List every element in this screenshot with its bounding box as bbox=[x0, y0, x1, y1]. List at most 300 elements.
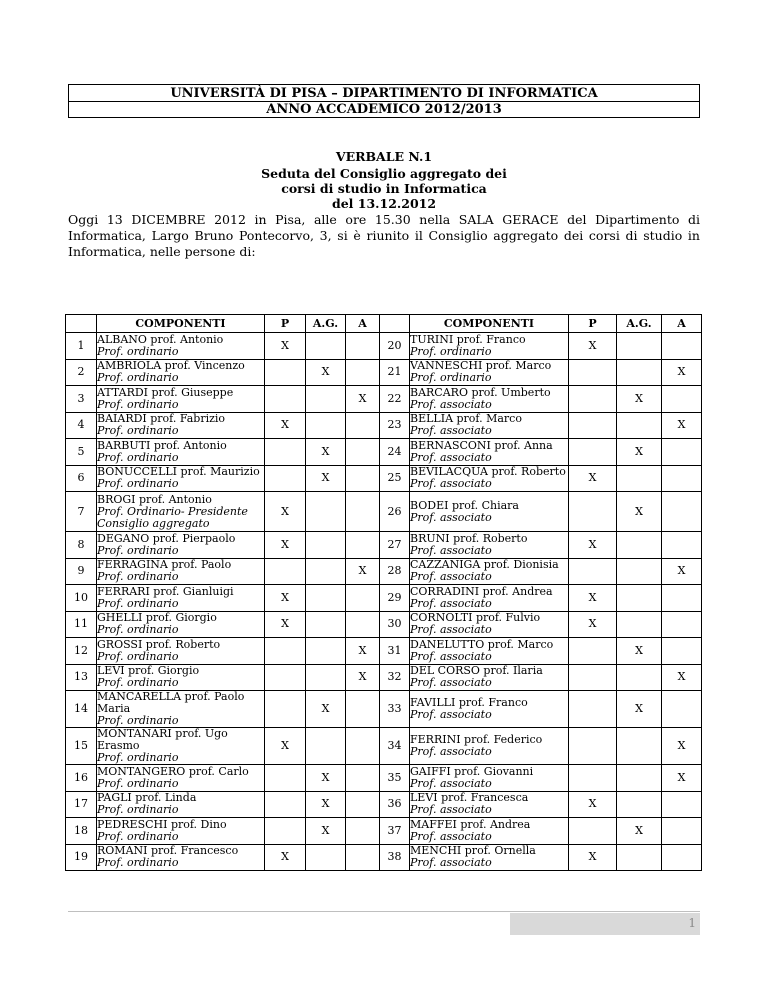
member-cell bbox=[410, 818, 569, 845]
presence-ag-cell: X bbox=[306, 465, 346, 492]
presence-a-cell bbox=[662, 791, 702, 818]
member-cell bbox=[97, 492, 265, 532]
member-name: BROGI prof. Antonio bbox=[97, 492, 212, 506]
presence-p-cell bbox=[569, 664, 617, 691]
member-name: VANNESCHI prof. Marco bbox=[410, 359, 552, 373]
presence-a-cell: X bbox=[662, 558, 702, 585]
presence-p-cell: X bbox=[569, 791, 617, 818]
member-cell bbox=[410, 465, 569, 492]
row-number: 11 bbox=[66, 611, 97, 638]
member-name: BAIARDI prof. Fabrizio bbox=[97, 412, 226, 426]
row-number: 19 bbox=[66, 844, 97, 871]
member-cell bbox=[97, 439, 265, 466]
member-role: Prof. ordinario bbox=[97, 424, 179, 438]
member-cell bbox=[410, 691, 569, 728]
member-name: MONTANGERO prof. Carlo bbox=[97, 764, 249, 778]
member-cell bbox=[97, 359, 265, 386]
header-ag: A.G. bbox=[617, 315, 662, 333]
member-role: Prof. Ordinario- Presidente Consiglio aggregato bbox=[97, 504, 248, 530]
member-cell bbox=[97, 465, 265, 492]
table-row bbox=[66, 386, 702, 413]
table-row bbox=[66, 333, 702, 360]
table-row bbox=[66, 818, 702, 845]
member-cell bbox=[410, 439, 569, 466]
row-number: 23 bbox=[380, 412, 410, 439]
presence-ag-cell: X bbox=[617, 492, 662, 532]
seduta-line: Seduta del Consiglio aggregato dei bbox=[261, 166, 507, 181]
row-number: 22 bbox=[380, 386, 410, 413]
presence-p-cell bbox=[265, 691, 306, 728]
row-number: 4 bbox=[66, 412, 97, 439]
row-number: 13 bbox=[66, 664, 97, 691]
member-role: Prof. associato bbox=[410, 570, 492, 584]
presence-a-cell bbox=[662, 691, 702, 728]
presence-ag-cell bbox=[306, 333, 346, 360]
presence-ag-cell: X bbox=[306, 439, 346, 466]
row-number: 33 bbox=[380, 691, 410, 728]
presence-p-cell bbox=[569, 818, 617, 845]
row-number: 16 bbox=[66, 765, 97, 792]
table-row bbox=[66, 412, 702, 439]
member-cell bbox=[97, 412, 265, 439]
presence-ag-cell bbox=[617, 412, 662, 439]
presence-a-cell: X bbox=[662, 728, 702, 765]
presence-p-cell: X bbox=[569, 465, 617, 492]
header-p: P bbox=[569, 315, 617, 333]
presence-a-cell bbox=[346, 585, 380, 612]
presence-a-cell bbox=[346, 791, 380, 818]
presence-a-cell bbox=[346, 333, 380, 360]
member-role: Prof. ordinario bbox=[97, 649, 179, 663]
presence-a-cell bbox=[662, 492, 702, 532]
presence-p-cell bbox=[569, 558, 617, 585]
verbale-title: VERBALE N.1 bbox=[335, 149, 433, 164]
presence-a-cell: X bbox=[662, 765, 702, 792]
presence-a-cell bbox=[662, 439, 702, 466]
row-number: 20 bbox=[380, 333, 410, 360]
presence-ag-cell: X bbox=[617, 818, 662, 845]
member-role: Prof. ordinario bbox=[97, 856, 179, 870]
row-number: 38 bbox=[380, 844, 410, 871]
presence-a-cell bbox=[662, 611, 702, 638]
member-cell bbox=[410, 728, 569, 765]
presence-p-cell: X bbox=[265, 532, 306, 559]
table-row bbox=[66, 664, 702, 691]
member-role: Prof. ordinario bbox=[97, 450, 179, 464]
presence-ag-cell bbox=[617, 359, 662, 386]
presence-p-cell bbox=[569, 412, 617, 439]
presence-a-cell bbox=[662, 638, 702, 665]
row-number: 27 bbox=[380, 532, 410, 559]
row-number: 25 bbox=[380, 465, 410, 492]
presence-ag-cell: X bbox=[306, 691, 346, 728]
presence-a-cell: X bbox=[346, 664, 380, 691]
member-role: Prof. ordinario bbox=[410, 344, 492, 358]
member-role: Prof. associato bbox=[410, 510, 492, 524]
member-role: Prof. associato bbox=[410, 477, 492, 491]
row-number: 2 bbox=[66, 359, 97, 386]
member-name: LEVI prof. Giorgio bbox=[97, 664, 200, 678]
presence-p-cell bbox=[569, 359, 617, 386]
member-role: Prof. associato bbox=[410, 450, 492, 464]
member-cell bbox=[97, 818, 265, 845]
presence-ag-cell bbox=[617, 532, 662, 559]
presence-ag-cell bbox=[617, 765, 662, 792]
presence-ag-cell bbox=[617, 844, 662, 871]
member-name: CORNOLTI prof. Fulvio bbox=[410, 611, 541, 625]
member-name: FERRAGINA prof. Paolo bbox=[97, 558, 232, 572]
presence-ag-cell bbox=[617, 585, 662, 612]
presence-p-cell bbox=[569, 386, 617, 413]
table-row bbox=[66, 439, 702, 466]
member-cell bbox=[97, 691, 265, 728]
row-number: 15 bbox=[66, 728, 97, 765]
member-role: Prof. ordinario bbox=[97, 829, 179, 843]
member-name: PAGLI prof. Linda bbox=[97, 791, 197, 805]
presence-p-cell: X bbox=[265, 585, 306, 612]
presence-a-cell bbox=[346, 439, 380, 466]
presence-ag-cell: X bbox=[306, 765, 346, 792]
member-role: Prof. associato bbox=[410, 397, 492, 411]
presence-p-cell bbox=[265, 558, 306, 585]
presence-ag-cell bbox=[617, 611, 662, 638]
member-name: FAVILLI prof. Franco bbox=[410, 696, 528, 709]
member-role: Prof. associato bbox=[410, 803, 492, 817]
presence-p-cell: X bbox=[569, 333, 617, 360]
row-number: 30 bbox=[380, 611, 410, 638]
member-role: Prof. ordinario bbox=[97, 803, 179, 817]
member-role: Prof. associato bbox=[410, 745, 492, 758]
presence-ag-cell bbox=[617, 791, 662, 818]
row-number: 21 bbox=[380, 359, 410, 386]
header-componenti: COMPONENTI bbox=[97, 315, 265, 333]
presence-ag-cell bbox=[306, 611, 346, 638]
member-name: LEVI prof. Francesca bbox=[410, 791, 529, 805]
presence-p-cell bbox=[569, 439, 617, 466]
member-cell bbox=[410, 492, 569, 532]
presence-p-cell: X bbox=[265, 412, 306, 439]
table-row bbox=[66, 611, 702, 638]
member-role: Prof. associato bbox=[410, 596, 492, 610]
presence-p-cell bbox=[265, 386, 306, 413]
presence-ag-cell bbox=[306, 638, 346, 665]
member-name: PEDRESCHI prof. Dino bbox=[97, 817, 227, 831]
header-componenti: COMPONENTI bbox=[410, 315, 569, 333]
member-cell bbox=[97, 333, 265, 360]
member-name: FERRINI prof. Federico bbox=[410, 733, 543, 746]
member-cell bbox=[410, 844, 569, 871]
presence-ag-cell bbox=[306, 585, 346, 612]
header-academic-year: ANNO ACCADEMICO 2012/2013 bbox=[69, 101, 699, 117]
row-number: 8 bbox=[66, 532, 97, 559]
presence-a-cell bbox=[662, 844, 702, 871]
presence-p-cell: X bbox=[569, 532, 617, 559]
presence-p-cell bbox=[265, 818, 306, 845]
member-cell bbox=[410, 638, 569, 665]
presence-a-cell: X bbox=[662, 664, 702, 691]
member-name: CORRADINI prof. Andrea bbox=[410, 584, 553, 598]
member-role: Prof. ordinario bbox=[410, 371, 492, 385]
presence-p-cell bbox=[569, 492, 617, 532]
member-role: Prof. ordinario bbox=[97, 751, 179, 764]
presence-ag-cell bbox=[306, 532, 346, 559]
presence-a-cell bbox=[346, 691, 380, 728]
presence-p-cell: X bbox=[265, 844, 306, 871]
table-row bbox=[66, 465, 702, 492]
presence-a-cell bbox=[662, 465, 702, 492]
row-number: 35 bbox=[380, 765, 410, 792]
presence-a-cell bbox=[346, 465, 380, 492]
member-name: MENCHI prof. Ornella bbox=[410, 844, 536, 858]
member-name: BARBUTI prof. Antonio bbox=[97, 438, 227, 452]
presence-p-cell bbox=[265, 465, 306, 492]
presence-ag-cell bbox=[306, 844, 346, 871]
seduta-line: corsi di studio in Informatica bbox=[281, 181, 487, 196]
member-cell bbox=[97, 558, 265, 585]
presence-p-cell: X bbox=[569, 844, 617, 871]
presence-a-cell bbox=[346, 765, 380, 792]
header-num-right bbox=[380, 315, 410, 333]
presence-ag-cell bbox=[617, 465, 662, 492]
member-role: Prof. ordinario bbox=[97, 543, 179, 557]
member-cell bbox=[97, 765, 265, 792]
presence-a-cell bbox=[346, 412, 380, 439]
member-role: Prof. associato bbox=[410, 776, 492, 790]
presence-ag-cell bbox=[306, 664, 346, 691]
member-role: Prof. associato bbox=[410, 829, 492, 843]
member-cell bbox=[97, 728, 265, 765]
presence-ag-cell: X bbox=[306, 791, 346, 818]
member-role: Prof. associato bbox=[410, 708, 492, 721]
member-name: MAFFEI prof. Andrea bbox=[410, 817, 531, 831]
presence-a-cell bbox=[346, 728, 380, 765]
member-name: BARCARO prof. Umberto bbox=[410, 385, 551, 399]
table-row bbox=[66, 844, 702, 871]
presence-p-cell bbox=[569, 691, 617, 728]
presence-ag-cell: X bbox=[617, 386, 662, 413]
presence-a-cell: X bbox=[346, 558, 380, 585]
member-name: GAIFFI prof. Giovanni bbox=[410, 764, 534, 778]
presence-ag-cell bbox=[617, 333, 662, 360]
presence-ag-cell: X bbox=[306, 359, 346, 386]
header-university: UNIVERSITÀ DI PISA – DIPARTIMENTO DI INFORMATICA bbox=[170, 86, 598, 101]
member-cell bbox=[97, 532, 265, 559]
member-role: Prof. ordinario bbox=[97, 776, 179, 790]
table-row bbox=[66, 558, 702, 585]
member-role: Prof. associato bbox=[410, 856, 492, 870]
presence-a-cell bbox=[346, 844, 380, 871]
presence-p-cell: X bbox=[569, 611, 617, 638]
member-name: BONUCCELLI prof. Maurizio bbox=[97, 465, 260, 479]
member-role: Prof. ordinario bbox=[97, 397, 179, 411]
member-cell bbox=[97, 664, 265, 691]
member-cell bbox=[410, 611, 569, 638]
presence-p-cell: X bbox=[265, 492, 306, 532]
table-row bbox=[66, 359, 702, 386]
header-a: A bbox=[346, 315, 380, 333]
member-role: Prof. ordinario bbox=[97, 676, 179, 690]
member-role: Prof. ordinario bbox=[97, 596, 179, 610]
intro-paragraph: Oggi 13 DICEMBRE 2012 in Pisa, alle ore 15.30 nella SALA GERACE del Dipartimento di Informatica, Largo Bruno Pontecorvo, 3, si è riunito il Consiglio aggregato dei corsi di studio in Informatica, nelle persone di: bbox=[68, 212, 700, 259]
presence-ag-cell bbox=[306, 412, 346, 439]
member-cell bbox=[410, 333, 569, 360]
member-role: Prof. associato bbox=[410, 623, 492, 637]
header-num-left bbox=[66, 315, 97, 333]
member-role: Prof. ordinario bbox=[97, 714, 179, 727]
page-number: 1 bbox=[688, 916, 696, 930]
row-number: 3 bbox=[66, 386, 97, 413]
presence-ag-cell bbox=[306, 386, 346, 413]
member-role: Prof. ordinario bbox=[97, 344, 179, 358]
member-cell bbox=[410, 765, 569, 792]
presence-a-cell bbox=[346, 492, 380, 532]
member-name: FERRARI prof. Gianluigi bbox=[97, 584, 234, 598]
table-row bbox=[66, 585, 702, 612]
footer-rule bbox=[68, 911, 700, 912]
row-number: 29 bbox=[380, 585, 410, 612]
presence-a-cell: X bbox=[662, 412, 702, 439]
presence-a-cell bbox=[346, 611, 380, 638]
member-name: BERNASCONI prof. Anna bbox=[410, 438, 553, 452]
table-row bbox=[66, 492, 702, 532]
presence-ag-cell bbox=[306, 558, 346, 585]
member-name: BRUNI prof. Roberto bbox=[410, 531, 528, 545]
presence-a-cell bbox=[662, 333, 702, 360]
presence-a-cell bbox=[662, 386, 702, 413]
member-cell bbox=[97, 791, 265, 818]
member-cell bbox=[97, 386, 265, 413]
row-number: 31 bbox=[380, 638, 410, 665]
member-cell bbox=[97, 585, 265, 612]
member-cell bbox=[410, 664, 569, 691]
row-number: 28 bbox=[380, 558, 410, 585]
row-number: 7 bbox=[66, 492, 97, 532]
row-number: 36 bbox=[380, 791, 410, 818]
row-number: 34 bbox=[380, 728, 410, 765]
row-number: 32 bbox=[380, 664, 410, 691]
member-name: BODEI prof. Chiara bbox=[410, 498, 519, 512]
row-number: 5 bbox=[66, 439, 97, 466]
presence-ag-cell bbox=[617, 664, 662, 691]
row-number: 37 bbox=[380, 818, 410, 845]
table-header-row bbox=[66, 315, 702, 333]
row-number: 6 bbox=[66, 465, 97, 492]
row-number: 12 bbox=[66, 638, 97, 665]
row-number: 1 bbox=[66, 333, 97, 360]
member-cell bbox=[410, 359, 569, 386]
table-row bbox=[66, 791, 702, 818]
page-number-box bbox=[510, 913, 700, 935]
presence-p-cell bbox=[569, 638, 617, 665]
presence-p-cell: X bbox=[569, 585, 617, 612]
table-row bbox=[66, 728, 702, 765]
presence-a-cell bbox=[346, 818, 380, 845]
presence-ag-cell bbox=[306, 492, 346, 532]
header-ag: A.G. bbox=[306, 315, 346, 333]
member-name: ALBANO prof. Antonio bbox=[97, 332, 224, 346]
member-role: Prof. associato bbox=[410, 543, 492, 557]
presence-a-cell bbox=[662, 532, 702, 559]
member-cell bbox=[410, 386, 569, 413]
row-number: 26 bbox=[380, 492, 410, 532]
row-number: 17 bbox=[66, 791, 97, 818]
presence-a-cell bbox=[662, 585, 702, 612]
seduta-line: del 13.12.2012 bbox=[331, 196, 437, 211]
member-name: TURINI prof. Franco bbox=[410, 332, 526, 346]
row-number: 9 bbox=[66, 558, 97, 585]
header-p: P bbox=[265, 315, 306, 333]
row-number: 18 bbox=[66, 818, 97, 845]
row-number: 24 bbox=[380, 439, 410, 466]
header-a: A bbox=[662, 315, 702, 333]
presence-p-cell bbox=[265, 638, 306, 665]
presence-a-cell: X bbox=[346, 386, 380, 413]
member-cell bbox=[410, 532, 569, 559]
presence-p-cell bbox=[265, 765, 306, 792]
member-role: Prof. ordinario bbox=[97, 570, 179, 584]
row-number: 10 bbox=[66, 585, 97, 612]
member-role: Prof. associato bbox=[410, 424, 492, 438]
presence-p-cell bbox=[265, 359, 306, 386]
member-role: Prof. associato bbox=[410, 649, 492, 663]
member-cell bbox=[97, 611, 265, 638]
member-name: DANELUTTO prof. Marco bbox=[410, 637, 554, 651]
presence-p-cell bbox=[569, 728, 617, 765]
member-role: Prof. ordinario bbox=[97, 371, 179, 385]
table-row bbox=[66, 765, 702, 792]
member-cell bbox=[410, 585, 569, 612]
member-name: CAZZANIGA prof. Dionisia bbox=[410, 558, 559, 572]
member-role: Prof. ordinario bbox=[97, 623, 179, 637]
member-name: ROMANI prof. Francesco bbox=[97, 844, 239, 858]
table-row bbox=[66, 638, 702, 665]
presence-ag-cell bbox=[617, 728, 662, 765]
seduta-block bbox=[68, 166, 700, 211]
presence-p-cell bbox=[569, 765, 617, 792]
presence-a-cell bbox=[346, 532, 380, 559]
member-name: DEGANO prof. Pierpaolo bbox=[97, 531, 236, 545]
member-name: MONTANARI prof. Ugo Erasmo bbox=[97, 727, 228, 752]
presence-p-cell bbox=[265, 664, 306, 691]
document-header bbox=[68, 84, 700, 118]
presence-ag-cell bbox=[617, 558, 662, 585]
member-role: Prof. associato bbox=[410, 676, 492, 690]
member-name: ATTARDI prof. Giuseppe bbox=[97, 385, 234, 399]
member-cell bbox=[97, 844, 265, 871]
presence-p-cell: X bbox=[265, 611, 306, 638]
member-name: GHELLI prof. Giorgio bbox=[97, 611, 217, 625]
presence-ag-cell: X bbox=[617, 691, 662, 728]
presence-ag-cell: X bbox=[617, 638, 662, 665]
member-cell bbox=[410, 791, 569, 818]
table-row bbox=[66, 691, 702, 728]
presence-p-cell: X bbox=[265, 333, 306, 360]
member-name: BELLIA prof. Marco bbox=[410, 412, 522, 426]
table-row bbox=[66, 532, 702, 559]
member-name: GROSSI prof. Roberto bbox=[97, 637, 221, 651]
presence-ag-cell bbox=[306, 728, 346, 765]
presence-p-cell bbox=[265, 439, 306, 466]
member-name: AMBRIOLA prof. Vincenzo bbox=[97, 359, 245, 373]
member-cell bbox=[410, 558, 569, 585]
member-cell bbox=[97, 638, 265, 665]
presence-a-cell bbox=[662, 818, 702, 845]
presence-p-cell: X bbox=[265, 728, 306, 765]
member-cell bbox=[410, 412, 569, 439]
row-number: 14 bbox=[66, 691, 97, 728]
member-role: Prof. ordinario bbox=[97, 477, 179, 491]
member-name: DEL CORSO prof. Ilaria bbox=[410, 664, 543, 678]
